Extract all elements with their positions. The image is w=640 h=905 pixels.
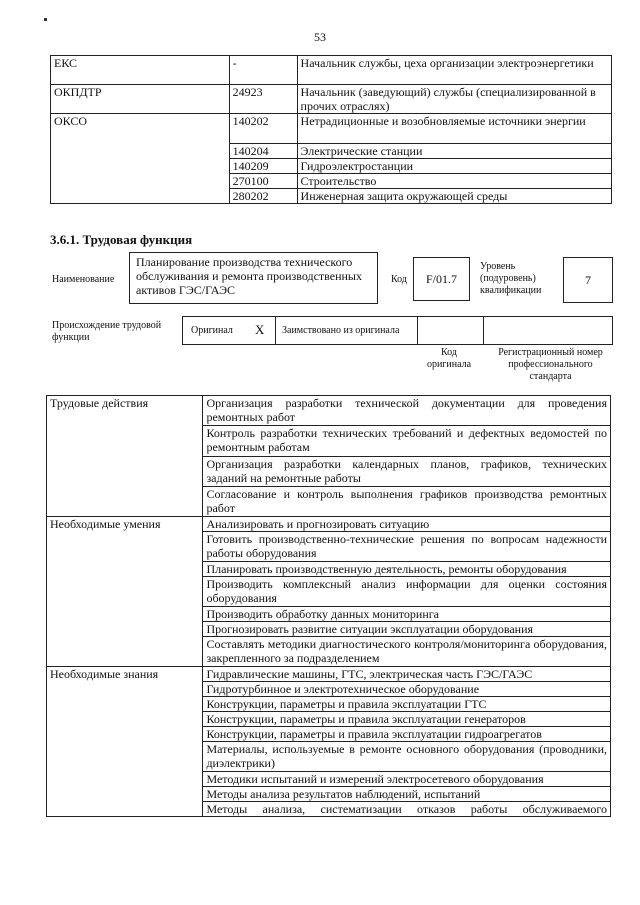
reg-number-caption: Регистрационный номер профессионального стандарта	[498, 347, 603, 382]
code-name-cell: Нетрадиционные и возобновляемые источники энергии	[297, 114, 611, 144]
original-label: Оригинал	[191, 325, 233, 336]
table-row	[47, 396, 611, 426]
codes-table	[50, 55, 612, 204]
level-label: Уровень (подуровень) квалификации	[480, 261, 542, 296]
level-box	[563, 257, 613, 303]
action-item: Согласование и контроль выполнения графиков производства ремонтных работ	[203, 487, 611, 517]
code-cell: 140202	[229, 114, 297, 144]
borrowed-label: Заимствовано из оригинала	[282, 325, 400, 336]
page-number: 53	[314, 30, 326, 44]
knowledge-item: Конструкции, параметры и правила эксплуатации генераторов	[203, 712, 611, 727]
knowledge-item: Материалы, используемые в ремонте основного оборудования (проводники, диэлектрики)	[203, 742, 611, 772]
code-label: Код	[391, 274, 407, 285]
origin-label: Происхождение трудовой функции	[52, 320, 162, 343]
level-value: 7	[585, 273, 591, 287]
table-row	[47, 517, 611, 532]
action-item: Организация разработки календарных планов, графиков, технических заданий на ремонтные работы	[203, 457, 611, 487]
original-mark: X	[255, 322, 265, 337]
code-cell: 140204	[229, 144, 297, 159]
knowledge-item: Гидротурбинное и электротехническое оборудование	[203, 682, 611, 697]
code-cell: 24923	[229, 85, 297, 114]
action-item: Организация разработки технической документации для проведения ремонтных работ	[203, 396, 611, 426]
knowledge-item: Конструкции, параметры и правила эксплуатации гидроагрегатов	[203, 727, 611, 742]
knowledge-item: Методы анализа, систематизации отказов работы обслуживаемого	[203, 802, 611, 817]
skill-item: Составлять методики диагностического контроля/мониторинга оборудования, закрепленного за подразделением	[203, 637, 611, 667]
code-cell: 270100	[229, 174, 297, 189]
code-cell: 280202	[229, 189, 297, 204]
divider	[483, 317, 484, 344]
knowledge-item: Гидравлические машины, ГТС, электрическая часть ГЭС/ГАЭС	[203, 667, 611, 682]
code-original-caption: Код оригинала	[426, 347, 472, 370]
skill-item: Производить комплексный анализ информации для оценки состояния оборудования	[203, 577, 611, 607]
skill-item: Производить обработку данных мониторинга	[203, 607, 611, 622]
action-item: Контроль разработки технических требований и дефектных ведомостей по ремонтным работам	[203, 426, 611, 457]
function-code: F/01.7	[425, 272, 457, 286]
knowledge-label: Необходимые знания	[47, 667, 203, 817]
code-name-cell: Гидроэлектростанции	[297, 159, 611, 174]
table-row	[51, 56, 612, 85]
function-name-box	[129, 252, 378, 304]
code-name-cell: Инженерная защита окружающей среды	[297, 189, 611, 204]
skill-item: Анализировать и прогнозировать ситуацию	[203, 517, 611, 532]
function-code-box	[413, 257, 470, 301]
code-name-cell: Строительство	[297, 174, 611, 189]
function-table	[46, 395, 611, 817]
table-row	[51, 114, 612, 144]
code-type-cell: ЕКС	[51, 56, 230, 85]
code-type-cell: ОКПДТР	[51, 85, 230, 114]
table-row	[47, 667, 611, 682]
knowledge-item: Методики испытаний и измерений электросетевого оборудования	[203, 772, 611, 787]
knowledge-item: Методы анализа результатов наблюдений, испытаний	[203, 787, 611, 802]
code-cell: 140209	[229, 159, 297, 174]
name-label: Наименование	[52, 274, 115, 285]
skill-item: Планировать производственную деятельность, ремонты оборудования	[203, 562, 611, 577]
origin-box	[182, 316, 613, 345]
skill-item: Готовить производственно-технические решения по вопросам надежности работы оборудования	[203, 532, 611, 562]
code-cell: -	[229, 56, 297, 85]
section-title: 3.6.1. Трудовая функция	[50, 232, 193, 247]
skills-label: Необходимые умения	[47, 517, 203, 667]
divider	[417, 317, 418, 344]
table-row	[51, 85, 612, 114]
divider	[275, 317, 276, 344]
code-name-cell: Электрические станции	[297, 144, 611, 159]
knowledge-item: Конструкции, параметры и правила эксплуатации ГТС	[203, 697, 611, 712]
code-name-cell: Начальник службы, цеха организации электроэнергетики	[297, 56, 611, 85]
function-name: Планирование производства технического обслуживания и ремонта производственных активов ГЭС/ГАЭС	[136, 255, 362, 297]
skill-item: Прогнозировать развитие ситуации эксплуатации оборудования	[203, 622, 611, 637]
code-name-cell: Начальник (заведующий) службы (специализированной в прочих отраслях)	[297, 85, 611, 114]
actions-label: Трудовые действия	[47, 396, 203, 517]
corner-mark	[44, 18, 47, 21]
code-type-cell: ОКСО	[51, 114, 230, 204]
